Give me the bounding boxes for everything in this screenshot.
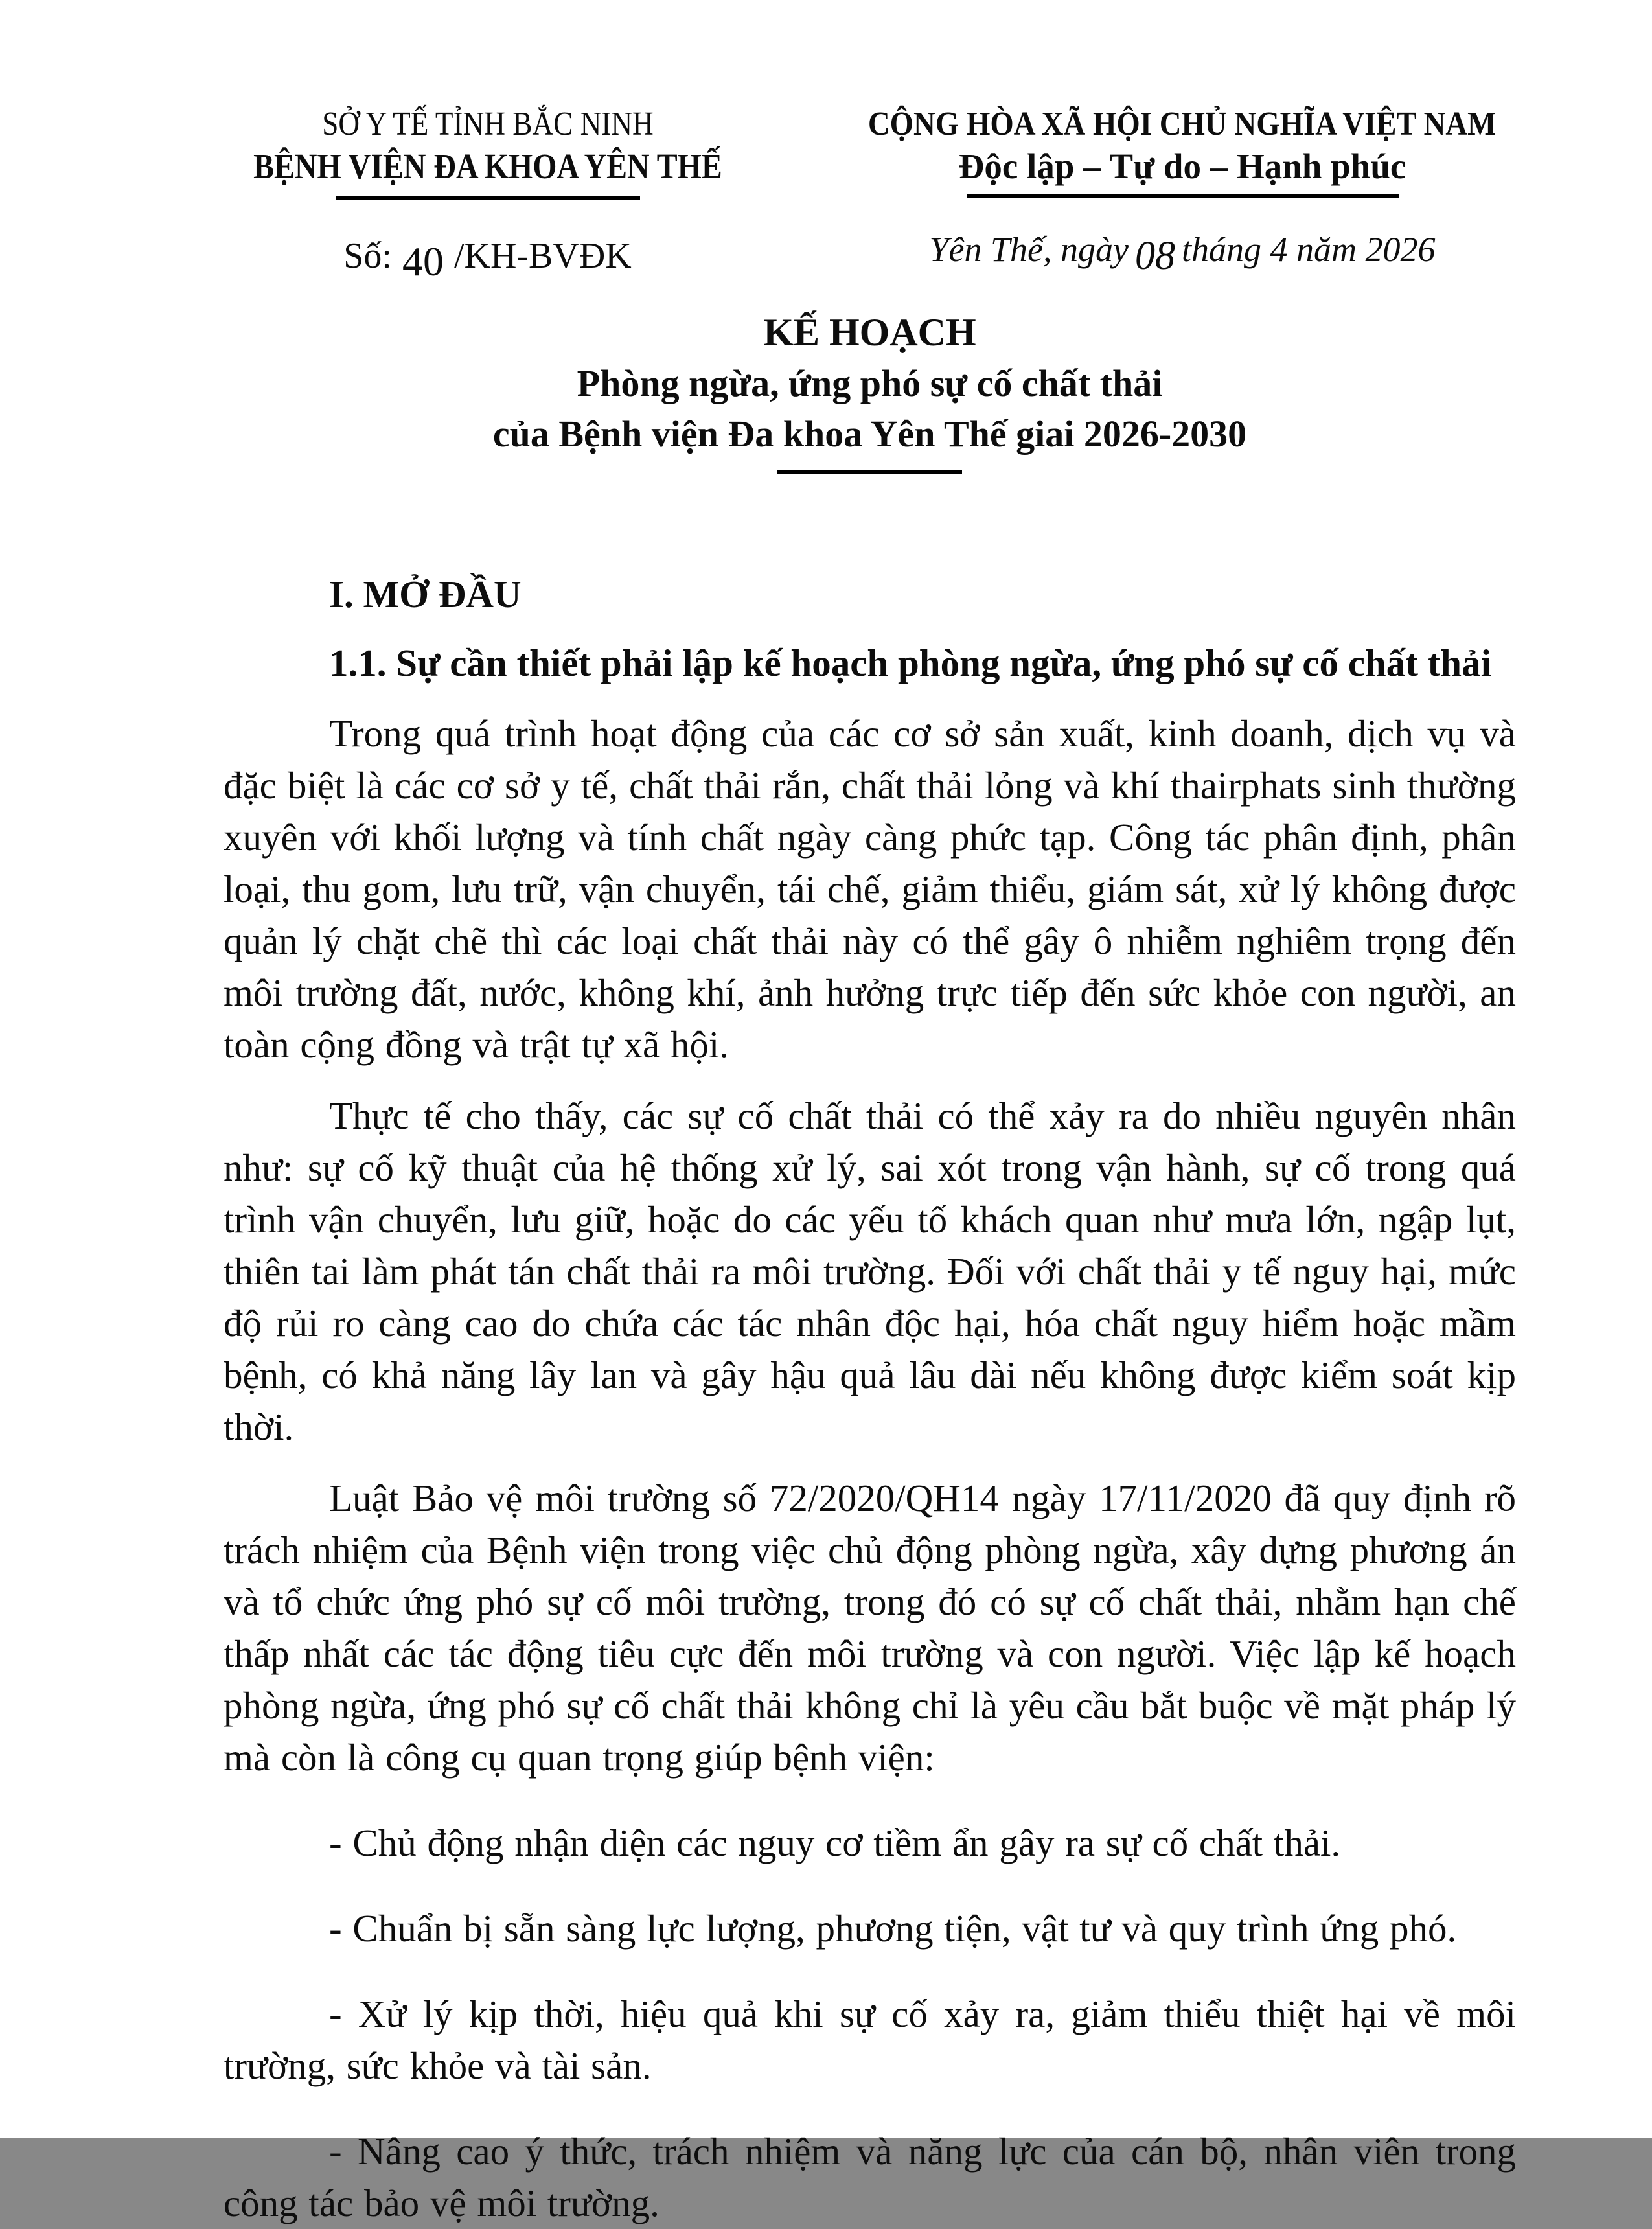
- paragraph: Thực tế cho thấy, các sự cố chất thải có thể xảy ra do nhiều nguyên nhân như: sự cố kỹ thuật của hệ thống xử lý, sai xót trong vận hành, sự cố trong quá trình vận chuyển, lưu giữ, hoặc do các yếu tố khách quan như mưa lớn, ngập lụt, thiên tai làm phát tán chất thải ra môi trường. Đối với chất thải y tế nguy hại, mức độ rủi ro càng cao do chứa các tác nhân độc hại, hóa chất nguy hiểm hoặc mầm bệnh, có khả năng lây lan và gây hậu quả lâu dài nếu không được kiểm soát kịp thời.: [224, 1094, 1516, 1448]
- doc-number-line: [214, 233, 761, 284]
- section-heading-I: I. MỞ ĐẦU: [329, 573, 522, 616]
- doc-number-suffix: /KH-BVĐK: [453, 236, 632, 276]
- bullet-item: - Chủ động nhận diện các nguy cơ tiềm ẩn gây ra sự cố chất thải.: [329, 1821, 1341, 1864]
- motto-underline: [967, 194, 1399, 198]
- bullet-item: - Nâng cao ý thức, trách nhiệm và năng lực của cán bộ, nhân viên trong công tác bảo vệ môi trường.: [224, 2130, 1516, 2224]
- document-body: [224, 306, 1516, 2229]
- org-parent-name: SỞ Y TẾ TỈNH BẮC NINH: [321, 106, 654, 143]
- header-issuing-org: [214, 104, 761, 284]
- document-title-block: [224, 306, 1516, 474]
- date-prefix: Yên Thế, ngày: [929, 230, 1129, 269]
- national-title: CỘNG HÒA XÃ HỘI CHỦ NGHĨA VIỆT NAM: [868, 106, 1497, 143]
- document-header: [0, 104, 1652, 284]
- header-national: [810, 104, 1555, 278]
- org-name-underline: [336, 196, 640, 200]
- paragraph: Trong quá trình hoạt động của các cơ sở sản xuất, kinh doanh, dịch vụ và đặc biệt là các cơ sở y tế, chất thải rắn, chất thải lỏng và khí thairphats sinh thường xuyên với khối lượng và tính chất ngày càng phức tạp. Công tác phân định, phân loại, thu gom, lưu trữ, vận chuyển, tái chế, giảm thiểu, giám sát, xử lý không được quản lý chặt chẽ thì các loại chất thải này có thể gây ô nhiễm nghiêm trọng đến môi trường đất, nước, không khí, ảnh hưởng trực tiếp đến sức khỏe con người, an toàn cộng đồng và trật tự xã hội.: [224, 712, 1516, 1066]
- org-name: BỆNH VIỆN ĐA KHOA YÊN THẾ: [253, 146, 722, 186]
- title-underline: [777, 470, 962, 474]
- bullet-item: - Xử lý kịp thời, hiệu quả khi sự cố xảy ra, giảm thiểu thiệt hại về môi trường, sức khỏe và tài sản.: [224, 1992, 1516, 2087]
- date-suffix: tháng 4 năm 2026: [1181, 230, 1436, 269]
- document-subtitle-2: của Bệnh viện Đa khoa Yên Thế giai 2026-2030: [492, 413, 1247, 455]
- national-motto: Độc lập – Tự do – Hạnh phúc: [958, 146, 1406, 186]
- bullet-item: - Chuẩn bị sẵn sàng lực lượng, phương tiện, vật tư và quy trình ứng phó.: [329, 1907, 1457, 1950]
- doc-number-label: Số:: [343, 236, 392, 276]
- document-title: KẾ HOẠCH: [763, 311, 976, 354]
- subsection-heading-1-1: 1.1. Sự cần thiết phải lập kế hoạch phòng ngừa, ứng phó sự cố chất thải: [329, 641, 1491, 684]
- paragraph: Luật Bảo vệ môi trường số 72/2020/QH14 ngày 17/11/2020 đã quy định rõ trách nhiệm của Bệnh viện trong việc chủ động phòng ngừa, xây dựng phương án và tổ chức ứng phó sự cố môi trường, trong đó có sự cố chất thải, nhằm hạn chế thấp nhất các tác động tiêu cực đến môi trường và con người. Việc lập kế hoạch phòng ngừa, ứng phó sự cố chất thải không chỉ là yêu cầu bắt buộc về mặt pháp lý mà còn là công cụ quan trọng giúp bệnh viện:: [224, 1477, 1516, 1779]
- document-subtitle-1: Phòng ngừa, ứng phó sự cố chất thải: [577, 362, 1163, 404]
- date-day: 08: [1134, 234, 1175, 278]
- doc-number-value: 40: [402, 238, 444, 284]
- date-line: [810, 227, 1555, 278]
